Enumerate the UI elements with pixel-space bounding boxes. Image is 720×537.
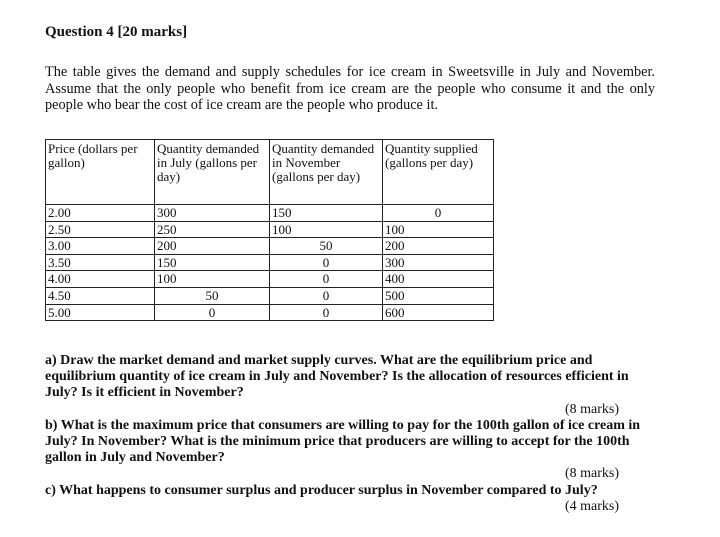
table-row	[46, 221, 494, 238]
header-supply: Quantity supplied (gallons per day)	[383, 140, 494, 205]
supply-cell: 600	[383, 304, 494, 321]
demand-november-cell: 150	[270, 205, 383, 222]
demand-july-cell: 100	[155, 271, 270, 288]
price-cell: 3.00	[46, 238, 155, 255]
table-row	[46, 238, 494, 255]
header-demand-july: Quantity demanded in July (gallons per day)	[155, 140, 270, 205]
supply-cell: 400	[383, 271, 494, 288]
demand-july-cell: 50	[155, 287, 270, 304]
table-row	[46, 205, 494, 222]
question-parts	[45, 353, 657, 515]
table-row	[46, 287, 494, 304]
table-row	[46, 254, 494, 271]
demand-july-cell: 200	[155, 238, 270, 255]
supply-cell: 300	[383, 254, 494, 271]
part-c	[45, 483, 657, 515]
demand-july-cell: 250	[155, 221, 270, 238]
supply-cell: 100	[383, 221, 494, 238]
price-cell: 3.50	[46, 254, 155, 271]
demand-november-cell: 0	[270, 271, 383, 288]
supply-cell: 500	[383, 287, 494, 304]
part-b-marks: (8 marks)	[564, 466, 619, 482]
demand-november-cell: 100	[270, 221, 383, 238]
part-a	[45, 353, 657, 418]
price-cell: 5.00	[46, 304, 155, 321]
part-b	[45, 418, 657, 483]
price-cell: 4.50	[46, 287, 155, 304]
demand-july-cell: 300	[155, 205, 270, 222]
supply-cell: 0	[383, 205, 494, 222]
header-demand-november: Quantity demanded in November (gallons per day)	[270, 140, 383, 205]
demand-november-cell: 0	[270, 304, 383, 321]
price-cell: 2.00	[46, 205, 155, 222]
demand-supply-table	[45, 139, 494, 321]
part-b-text: b) What is the maximum price that consumers are willing to pay for the 100th gallon of ice cream in July? In November? What is the minimum price that producers are willing to accept for the 100th gallon in July and November?	[45, 417, 641, 466]
table-row	[46, 304, 494, 321]
demand-november-cell: 0	[270, 254, 383, 271]
price-cell: 4.00	[46, 271, 155, 288]
part-c-text: c) What happens to consumer surplus and producer surplus in November compared to July?	[45, 482, 598, 498]
demand-july-cell: 0	[155, 304, 270, 321]
header-price: Price (dollars per gallon)	[46, 140, 155, 205]
demand-july-cell: 150	[155, 254, 270, 271]
supply-cell: 200	[383, 238, 494, 255]
part-c-marks: (4 marks)	[564, 498, 619, 514]
question-title: Question 4 [20 marks]	[45, 24, 188, 40]
part-a-text: a) Draw the market demand and market supply curves. What are the equilibrium price and equilibrium quantity of ice cream in July and November? Is the allocation of resources efficient in July? Is it efficient in November?	[45, 353, 629, 401]
price-cell: 2.50	[46, 221, 155, 238]
question-intro: The table gives the demand and supply schedules for ice cream in Sweetsville in July and November. Assume that the only people who benefit from ice cream are the people who consume it and the only people who bear the cost of ice cream are the people who produce it.	[45, 64, 655, 113]
table-header-row	[46, 140, 494, 205]
table-row	[46, 271, 494, 288]
part-a-marks: (8 marks)	[564, 401, 619, 417]
demand-november-cell: 0	[270, 287, 383, 304]
demand-november-cell: 50	[270, 238, 383, 255]
